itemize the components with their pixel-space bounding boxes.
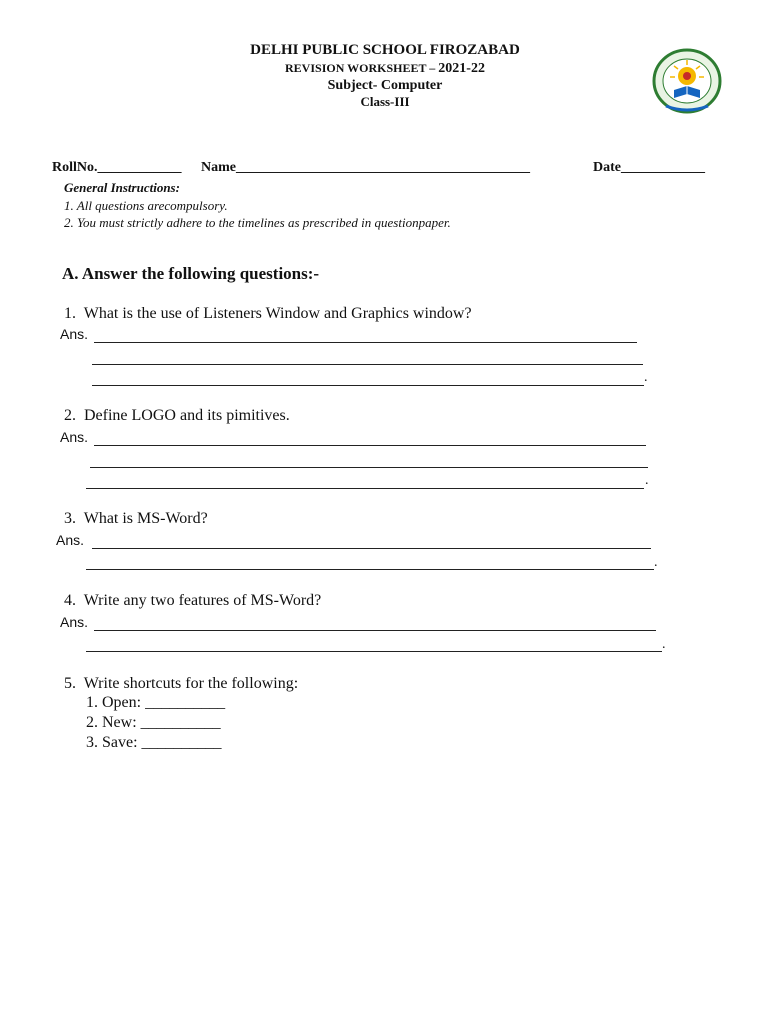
- shortcut-open: 1. Open: __________: [86, 694, 226, 711]
- line-end-period: .: [644, 370, 648, 385]
- answer-line: [94, 630, 656, 631]
- instruction-item: 2. You must strictly adhere to the timelines as prescribed in questionpaper.: [64, 215, 451, 230]
- answer-line: [90, 467, 648, 468]
- answer-line: [86, 488, 644, 489]
- answer-line: [86, 651, 662, 652]
- section-title: A. Answer the following questions:-: [62, 264, 320, 283]
- answer-line: [92, 548, 651, 549]
- question-2: 2. Define LOGO and its pimitives.: [64, 407, 290, 424]
- instruction-item: 1. All questions arecompulsory.: [64, 198, 228, 213]
- answer-line: [86, 569, 654, 570]
- student-name-field: Name__________________________________________: [201, 160, 530, 175]
- answer-line: [92, 364, 643, 365]
- answer-line: [92, 385, 644, 386]
- class-line: Class-III: [360, 94, 410, 109]
- answer-label: Ans.: [56, 532, 85, 548]
- answer-line: [94, 342, 637, 343]
- shortcut-new: 2. New: __________: [86, 714, 221, 731]
- school-emblem-icon: [652, 48, 722, 114]
- worksheet-year: 2021-22: [438, 61, 485, 76]
- answer-label: Ans.: [60, 614, 89, 630]
- answer-label: Ans.: [60, 429, 89, 445]
- line-end-period: .: [662, 637, 666, 652]
- subject-line: Subject- Computer: [327, 78, 443, 93]
- question-5: 5. Write shortcuts for the following:: [64, 675, 299, 692]
- worksheet-label: REVISION WORKSHEET –: [285, 61, 439, 75]
- question-4: 4. Write any two features of MS-Word?: [64, 592, 322, 609]
- answer-label: Ans.: [60, 326, 89, 342]
- shortcut-save: 3. Save: __________: [86, 734, 222, 751]
- roll-number-field: RollNo.____________: [52, 160, 182, 175]
- instructions-title: General Instructions:: [64, 180, 180, 195]
- question-3: 3. What is MS-Word?: [64, 510, 208, 527]
- question-1: 1. What is the use of Listeners Window and Graphics window?: [64, 305, 472, 322]
- line-end-period: .: [645, 473, 649, 488]
- school-name: DELHI PUBLIC SCHOOL FIROZABAD: [250, 42, 520, 58]
- date-field: Date____________: [593, 160, 705, 175]
- line-end-period: .: [654, 555, 658, 570]
- answer-line: [94, 445, 646, 446]
